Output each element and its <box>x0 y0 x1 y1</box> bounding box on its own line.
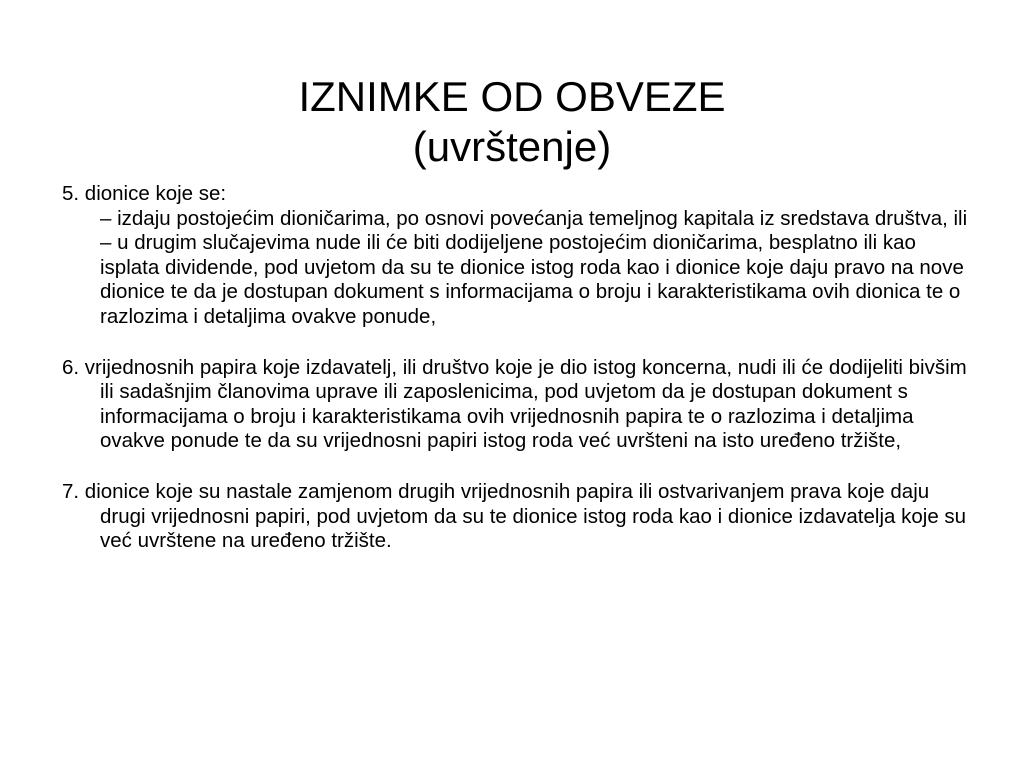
slide-title <box>0 72 1024 172</box>
title-line-1: IZNIMKE OD OBVEZE <box>298 73 726 121</box>
item-5-sub-2: – u drugim slučajevima nude ili će biti dodijeljene postojećim dioničarima, besplatno ili kao isplata dividende, pod uvjetom da su te dionice istog roda kao i dionice koje daju pravo na nove dionice te da je dostupan dokument s informacijama o broju i karakteristikama ovih dionica te o razlozima i detaljima ovakve ponude, <box>100 231 964 328</box>
title-line-2: (uvrštenje) <box>412 123 612 171</box>
item-7-text: 7. dionice koje su nastale zamjenom drugih vrijednosnih papira ili ostvarivanjem prava koje daju drugi vrijednosni papiri, pod uvjetom da su te dionice istog roda kao i dionice izdavatelja koje su već uvrštene na uređeno tržište. <box>62 479 967 553</box>
list-item-5 <box>62 182 972 330</box>
list-item-7 <box>62 480 972 554</box>
item-5-lead: 5. dionice koje se: <box>62 182 227 205</box>
slide-body <box>62 182 972 554</box>
item-6-text: 6. vrijednosnih papira koje izdavatelj, ili društvo koje je dio istog koncerna, nudi ili će dodijeliti bivšim ili sadašnjim članovima uprave ili zaposlenicima, pod uvjetom da je dostupan dokument s informacijama o broju i karakteristikama ovih vrijednosnih papira te o razlozima i detaljima ovakve ponude te da su vrijednosni papiri istog roda već uvršteni na isto uređeno tržište, <box>62 355 967 453</box>
list-item-6 <box>62 356 972 454</box>
item-5-sub-1: – izdaju postojećim dioničarima, po osnovi povećanja temeljnog kapitala iz sredstava društva, ili <box>100 206 968 230</box>
